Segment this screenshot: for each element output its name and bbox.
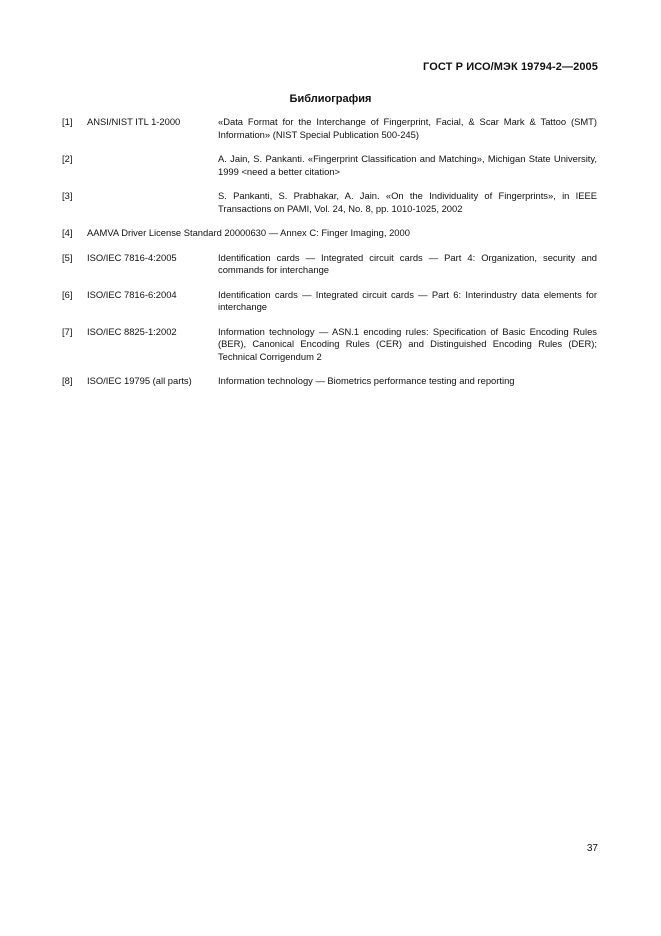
bib-reference-text: A. Jain, S. Pankanti. «Fingerprint Classification and Matching», Michigan State University, 1999 <need a better citation> [218, 153, 597, 177]
bib-reference-text: Identification cards — Integrated circuit cards — Part 6: Interindustry data elements for interchange [218, 288, 597, 312]
bib-entry-8 [62, 375, 597, 388]
bib-entry-7 [62, 326, 597, 364]
bib-identifier: ANSI/NIST ITL 1-2000 [87, 116, 181, 127]
bib-reference-text: «Data Format for the Interchange of Fingerprint, Facial, & Scar Mark & Tattoo (SMT) Information» (NIST Special Publication 500-245) [218, 116, 597, 140]
bib-reference-text: S. Pankanti, S. Prabhakar, A. Jain. «On the Individuality of Fingerprints», in IEEE Transactions on PAMI, Vol. 24, No. 8, pp. 1010-1025, 2002 [218, 190, 597, 214]
bib-number: [7] [62, 325, 73, 337]
bibliography-list [62, 116, 597, 400]
bib-reference-text: Information technology — ASN.1 encoding rules: Specification of Basic Encoding Rules (BER), Canonical Encoding Rules (CER) and Distinguished Encoding Rules (DER); Technical Corrigendum 2 [218, 325, 597, 362]
bib-number: [3] [62, 190, 73, 201]
bib-reference-text: Information technology — Biometrics performance testing and reporting [218, 375, 515, 386]
bib-number: [5] [62, 251, 73, 263]
page-number: 37 [586, 843, 598, 854]
bib-identifier: ISO/IEC 8825-1:2002 [87, 325, 177, 337]
bib-number: [6] [62, 288, 73, 300]
bibliography-title: Библиография [289, 93, 372, 105]
bib-entry-4 [62, 227, 597, 240]
bib-identifier: ISO/IEC 19795 (all parts) [87, 375, 192, 386]
bib-identifier: ISO/IEC 7816-4:2005 [87, 251, 177, 263]
bib-number: [1] [62, 116, 73, 127]
bib-entry-3 [62, 190, 597, 215]
bib-number: [4] [62, 227, 73, 238]
bib-reference-text: AAMVA Driver License Standard 20000630 — Annex C: Finger Imaging, 2000 [87, 227, 410, 238]
bib-entry-6 [62, 289, 597, 314]
bib-entry-5 [62, 252, 597, 277]
bib-number: [8] [62, 375, 73, 386]
document-code-header: ГОСТ Р ИСО/МЭК 19794-2—2005 [423, 61, 598, 73]
bib-number: [2] [62, 153, 73, 164]
bib-entry-2 [62, 153, 597, 178]
bib-reference-text: Identification cards — Integrated circuit cards — Part 4: Organization, security and commands for interchange [218, 251, 597, 275]
bib-identifier: ISO/IEC 7816-6:2004 [87, 288, 177, 300]
bib-entry-1 [62, 116, 597, 141]
